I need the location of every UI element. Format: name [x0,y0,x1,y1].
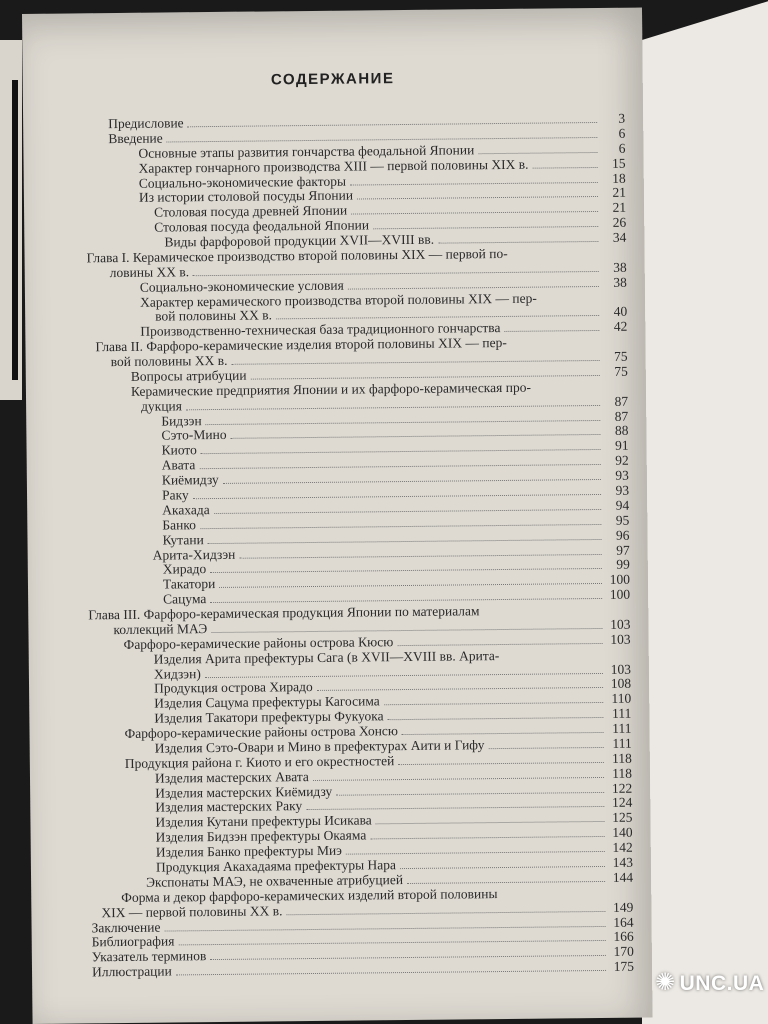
toc-entry-title: Керамические предприятия Японии и их фарфоро-керамическая про- [130,379,531,399]
toc-entry-title: Такатори [162,576,216,592]
toc-entry-title: Библиография [91,933,175,950]
dot-leader [350,181,598,185]
toc-entry-page: 111 [612,720,632,736]
dot-leader [376,821,605,824]
toc-entry-title: Акахада [162,501,210,518]
toc-entry-title: Изделия мастерских Авата [154,768,309,786]
toc-entry-title: Авата [161,457,196,473]
toc-entry-page: 21 [612,199,627,216]
toc-entry-page: 38 [613,259,627,275]
dot-leader [346,851,605,855]
toc-entry-title: Продукция района г. Киото и его окрестностей [124,752,395,771]
dot-leader [398,762,604,765]
dot-leader [176,970,606,976]
toc-entry-title: Изделия Сэто-Овари и Мино в префектурах Аити и Гифу [154,737,485,756]
toc-entry-page: 95 [615,512,630,528]
dot-leader [407,881,605,884]
toc-entry-title: Социально-экономические факторы [138,173,347,191]
dot-leader [397,643,602,646]
toc-entry-page: 21 [612,185,626,201]
toc-entry-title: Изделия Банко префектуры Миэ [155,842,343,860]
toc-entry-title: Из истории столовой посуды Японии [138,187,354,206]
toc-entry-title: Изделия Сацума префектуры Кагосима [154,693,380,711]
dot-leader [438,241,598,244]
toc-entry-page: 103 [610,616,631,632]
toc-entry-title: вой половины XX в. [110,352,228,370]
toc-entry-title: Бидзэн [161,412,202,429]
toc-entry-title: Киото [161,442,197,458]
toc-entry-title: дукция [141,398,183,414]
toc-entry-title: Социально-экономические условия [139,277,344,295]
toc-entry-page: 100 [609,586,631,603]
toc-entry-page: 40 [613,304,628,320]
toc-entry-title: Изделия Кутани префектуры Исикава [155,812,372,831]
facing-page [642,0,768,1024]
toc-entry-page: 118 [611,750,632,766]
toc-entry-page: 94 [615,497,630,513]
toc-entry-title: Вопросы атрибуции [130,367,247,384]
toc-entry-title: Банко [162,516,197,533]
toc-entry-title: Кутани [162,531,204,548]
toc-entry-title: Основные этапы развития гончарства феодальной Японии [138,142,475,161]
toc-entry-title: коллекций МАЭ [113,620,208,637]
toc-entry-page: 144 [612,869,634,885]
toc-entry-title: Продукция Акахадаяма префектуры Нара [155,857,397,875]
watermark [655,968,764,997]
toc-entry-title: ловины XX в. [109,264,190,280]
toc-entry-page: 34 [612,229,627,245]
dot-leader [370,836,604,839]
toc-entry-page: 26 [612,214,627,230]
toc-entry-title: Изделия Арита префектуры Сага (в XVII—XVIII вв. Арита- [153,647,500,667]
dot-leader [488,747,603,749]
toc-entry-title: Сацума [163,591,207,607]
toc-entry-title: Изделия Такатори префектуры Фукуока [154,708,384,726]
dot-leader [373,226,598,229]
toc-entry-page: 118 [612,765,633,781]
toc-entry-page: 93 [615,482,630,498]
book-page [22,8,653,1024]
toc-entry-page: 92 [615,452,629,469]
toc-entry-page: 110 [611,690,632,707]
toc-entry-title: Сэто-Мино [161,427,227,444]
toc-entry-title: Киёмидзу [161,472,219,488]
toc-entry-page: 88 [614,423,629,439]
toc-entry-page: 75 [614,363,628,379]
toc-entry-title: Фарфоро-керамические районы острова Хонсю [124,723,399,742]
toc-entry-title: Изделия мастерских Киёмидзу [155,783,333,801]
watermark-text: UNC.UA [679,972,765,995]
toc-entry-title: Продукция острова Хирадо [153,679,313,697]
toc-entry-page: 18 [612,170,626,186]
toc-entry-page: 99 [616,557,630,573]
toc-entry-title: вой половины XX в. [155,307,273,325]
toc-entry-page: 111 [612,705,632,722]
toc-entry-title: Столовая посуда древней Японии [154,202,348,220]
toc-entry-page: 125 [612,810,633,826]
toc-entry-title: Глава III. Фарфоро-керамическая продукция Японии по материалам [88,603,480,623]
toc-entry-page: 87 [614,408,629,424]
toc-entry-page: 6 [618,125,626,141]
dot-leader [357,196,598,200]
toc-entry-title: Хирадо [162,561,207,577]
toc-entry-page: 97 [616,542,630,558]
toc-entry-title: Изделия мастерских Раку [155,798,303,816]
toc-entry-page: 140 [612,824,633,841]
contents-title: СОДЕРЖАНИЕ [270,70,395,89]
dot-leader [400,866,605,869]
dot-leader [351,211,598,215]
binding-shadow [12,80,18,380]
toc-entry-page: 149 [613,899,634,915]
dot-leader [348,286,599,290]
toc-entry-title: Глава II. Фарфоро-керамические изделия второй половины XIX — пер- [95,335,507,355]
toc-entry-title: Фарфоро-керамические районы острова Кюсю [123,633,394,652]
toc-entry-title: Арита-Хидзэн [152,546,236,563]
toc-entry-title: Хидзэн) [153,665,201,682]
toc-entry-page: 15 [612,155,626,171]
toc-entry-page: 96 [615,527,630,543]
toc-entry-title: Форма и декор фарфоро-керамических изделий второй половины [121,885,498,905]
toc-entry-title: Характер гончарного производства XIII — первой половины XIX в. [138,156,529,176]
toc-entry-page: 124 [611,795,633,811]
toc-entry-title: Столовая посуда феодальной Японии [154,217,370,235]
toc-entry-title: Иллюстрации [91,963,172,980]
dot-leader [384,702,603,705]
dot-leader [402,732,604,735]
toc-entry-page: 91 [614,438,629,454]
toc-entry-title: Виды фарфоровой продукции XVII—XVIII вв. [164,231,435,250]
dot-leader [533,167,598,169]
toc-entry-page: 142 [612,839,633,855]
toc-entry-title: Раку [161,487,189,503]
toc-entry-title: XIX — первой половины XX в. [101,902,283,920]
toc-entry-page: 75 [614,348,628,364]
toc-entry-title: Производственно-техническая база традиционного гончарства [140,320,501,340]
toc-entry-page: 103 [610,631,631,647]
toc-entry-page: 93 [615,467,629,483]
toc-entry-page: 100 [609,571,631,588]
starburst-icon: ✺ [655,969,676,996]
toc-entry-title: Глава I. Керамическое производство второй половины XIX — первой по- [86,245,508,266]
toc-entry-page: 42 [613,318,628,335]
toc-entry-page: 111 [612,735,632,751]
toc-entry-page: 38 [613,274,627,290]
left-page-edge [0,40,22,400]
toc-entry-page: 166 [613,929,634,945]
toc-entry-title: Указатель терминов [91,948,207,965]
toc-entry-page: 170 [613,943,634,960]
toc-entry-page: 103 [610,661,631,677]
toc-entry-title: Введение [108,130,163,146]
toc-entry-page: 3 [618,110,626,126]
toc-entry-title: Экспонаты МАЭ, не охваченные атрибуцией [146,871,404,890]
toc-entry-title: Характер керамического производства второй половины XIX — пер- [139,290,537,310]
toc-entry-title: Заключение [91,919,161,935]
toc-entry-page: 143 [612,854,633,870]
dot-leader [388,717,604,720]
toc-entry-page: 108 [610,676,632,692]
toc-entry-title: Изделия Бидзэн префектуры Окаяма [155,827,367,845]
toc-entry-page: 175 [613,958,635,975]
toc-entry-page: 164 [613,914,634,930]
toc-entry-title: Предисловие [108,115,184,132]
toc-entry-page: 6 [618,140,626,156]
dot-leader [478,152,597,154]
toc-entry-page: 87 [614,393,629,409]
dot-leader [336,792,604,796]
toc-entry-page: 122 [611,780,633,796]
dot-leader [504,330,599,332]
